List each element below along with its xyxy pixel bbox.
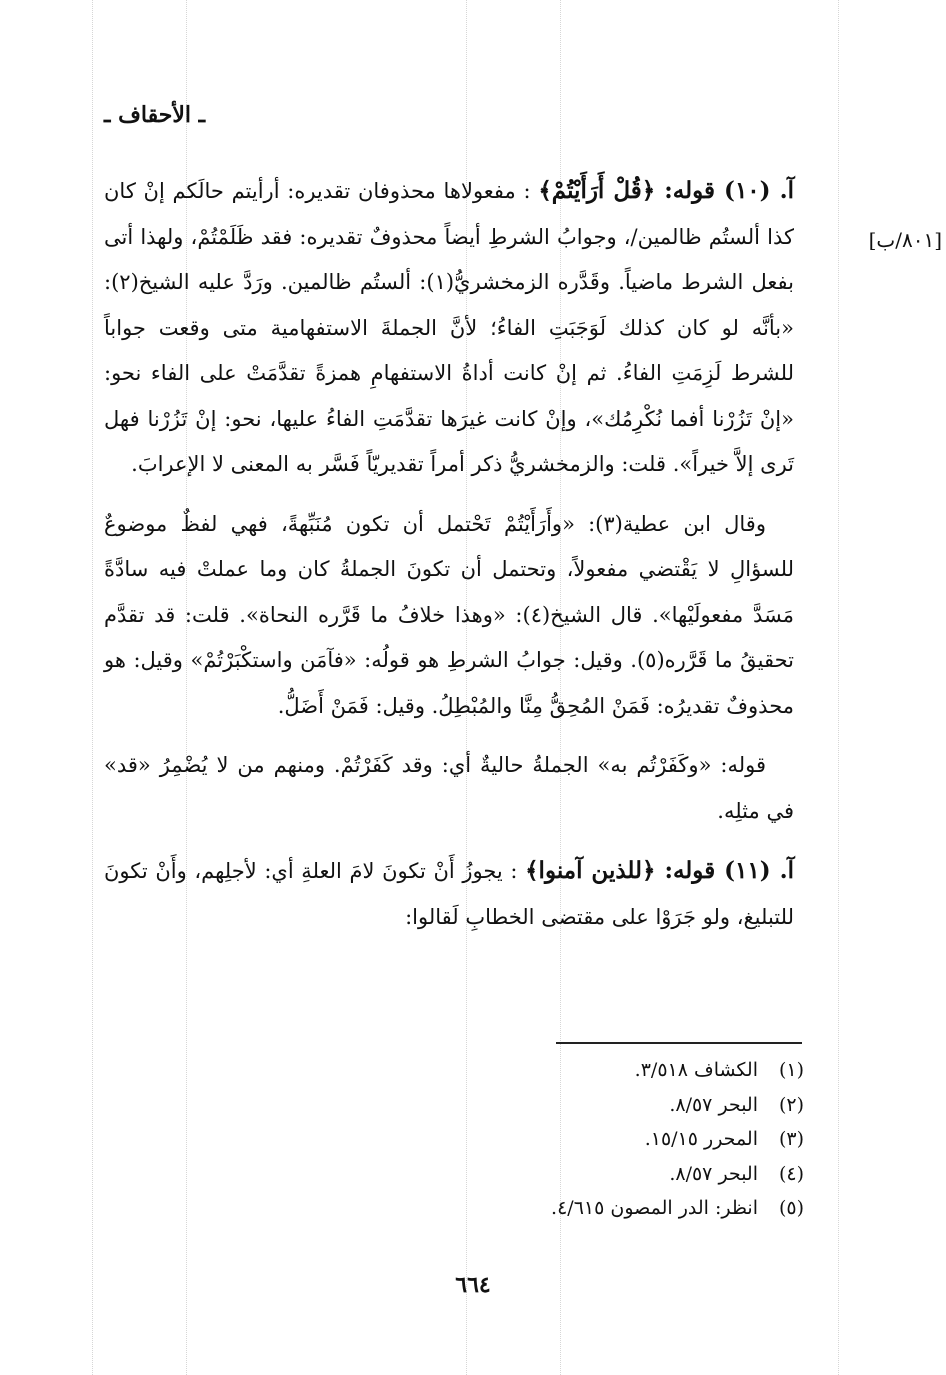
footnote-number: (٤) (778, 1162, 804, 1185)
footnote-item (244, 1157, 804, 1192)
footnote-item (244, 1191, 804, 1226)
footnote-text: البحر ٨/٥٧. (669, 1162, 758, 1185)
paragraph-ibn-atiyya: وقال ابن عطية(٣): «وأَرَأَيْتُمْ تَحْتمل أن تكون مُنَبِّهةً، فهي لفظٌ موضوعٌ للسؤالِ لا يَقْتضي مفعولاً، وتحتمل أن تكونَ الجملةُ كان وما عملتْ فيه سادَّةً مَسَدَّ مفعولَيْها». قال الشيخ(٤): «وهذا خلافُ ما قَرَّره النحاة». قلت: قد تقدَّم تحقيقُ ما قَرَّره(٥). وقيل: جوابُ الشرطِ هو قولُه: «فآمَن واستكْبَرْتُمْ» وقيل: هو محذوفٌ تقديرُه: فَمَنْ المُحِقُّ مِنَّا والمُبْطِلُ. وقيل: فَمَنْ أَضَلُّ. (104, 511, 794, 718)
footnote-text: المحرر ١٥/١٥. (644, 1128, 758, 1150)
page-number: ٦٦٤ (455, 1272, 491, 1298)
margin-folio-note: [٨٠١/ب] (868, 228, 942, 252)
scan-guide-line (92, 0, 93, 1375)
paragraph-text: : مفعولاها محذوفان تقديره: أرأيتم حالَكم إنْ كان كذا ألستُم ظالمين/، وجوابُ الشرطِ أيضاً محذوفٌ تقديره: فقد ظَلَمْتُمْ، ولهذا أتى بفعل الشرط ماضياً. وقَدَّره الزمخشريُّ(١): ألستُم ظالمين. ورَدَّ عليه الشيخ(٢): «بأنَّه لو كان كذلك لَوَجَبَتِ الفاءُ؛ لأنَّ الجملةَ الاستفهامية متى وقعت جواباً للشرط لَزِمَتِ الفاءُ. ثم إنْ كانت أداةُ الاستفهامِ همزةً تقدَّمَتْ على الفاء نحو: «إنْ تَزُرْنا أفما نُكْرِمُك»، وإنْ كانت غيرَها تقدَّمَتِ الفاءُ عليها، نحو: إنْ تَزُرْنا فهل تَرى إلاَّ خيراً». قلت: والزمخشريُّ ذكر أمراً تقديريّاً فَسَّر به المعنى لا الإعرابَ. (104, 179, 794, 476)
paragraph-text: : يجوزُ أَنْ تكونَ لامَ العلةِ أي: لأجلِهم، وأَنْ تكونَ للتبليغ، ولو جَرَوْا على مقتضى الخطابِ لَقالوا: (104, 859, 794, 929)
footnote-text: الكشاف ٣/٥١٨. (634, 1059, 758, 1081)
paragraph-verse-10 (104, 168, 794, 488)
footnotes (244, 1053, 804, 1226)
footnote-number: (١) (778, 1059, 804, 1081)
scan-guide-line (838, 0, 839, 1375)
footnote-divider (556, 1042, 802, 1044)
paragraph-verse-11 (104, 848, 794, 940)
verse-reference: آ. (١٠) قوله: ﴿قُلْ أَرَأَيْتُمْ﴾ (538, 177, 794, 204)
main-text (104, 168, 794, 940)
footnote-item (244, 1053, 804, 1088)
verse-reference: آ. (١١) قوله: ﴿للذين آمنوا﴾ (525, 857, 794, 884)
footnote-number: (٥) (778, 1197, 804, 1219)
footnote-item (244, 1122, 804, 1157)
footnote-text: البحر ٨/٥٧. (669, 1093, 758, 1116)
paragraph-kafartum: قوله: «وكَفَرْتُم به» الجملةُ حاليةٌ أي: وقد كَفَرْتُمْ. ومنهم من لا يُضْمِرُ «قد» في مثلِه. (104, 753, 794, 823)
footnote-text: انظر: الدر المصون ٤/٦١٥. (551, 1197, 758, 1219)
footnote-number: (٢) (778, 1093, 804, 1116)
running-header: ـ الأحقاف ـ (104, 102, 206, 128)
footnote-number: (٣) (778, 1128, 804, 1150)
footnote-item (244, 1088, 804, 1123)
